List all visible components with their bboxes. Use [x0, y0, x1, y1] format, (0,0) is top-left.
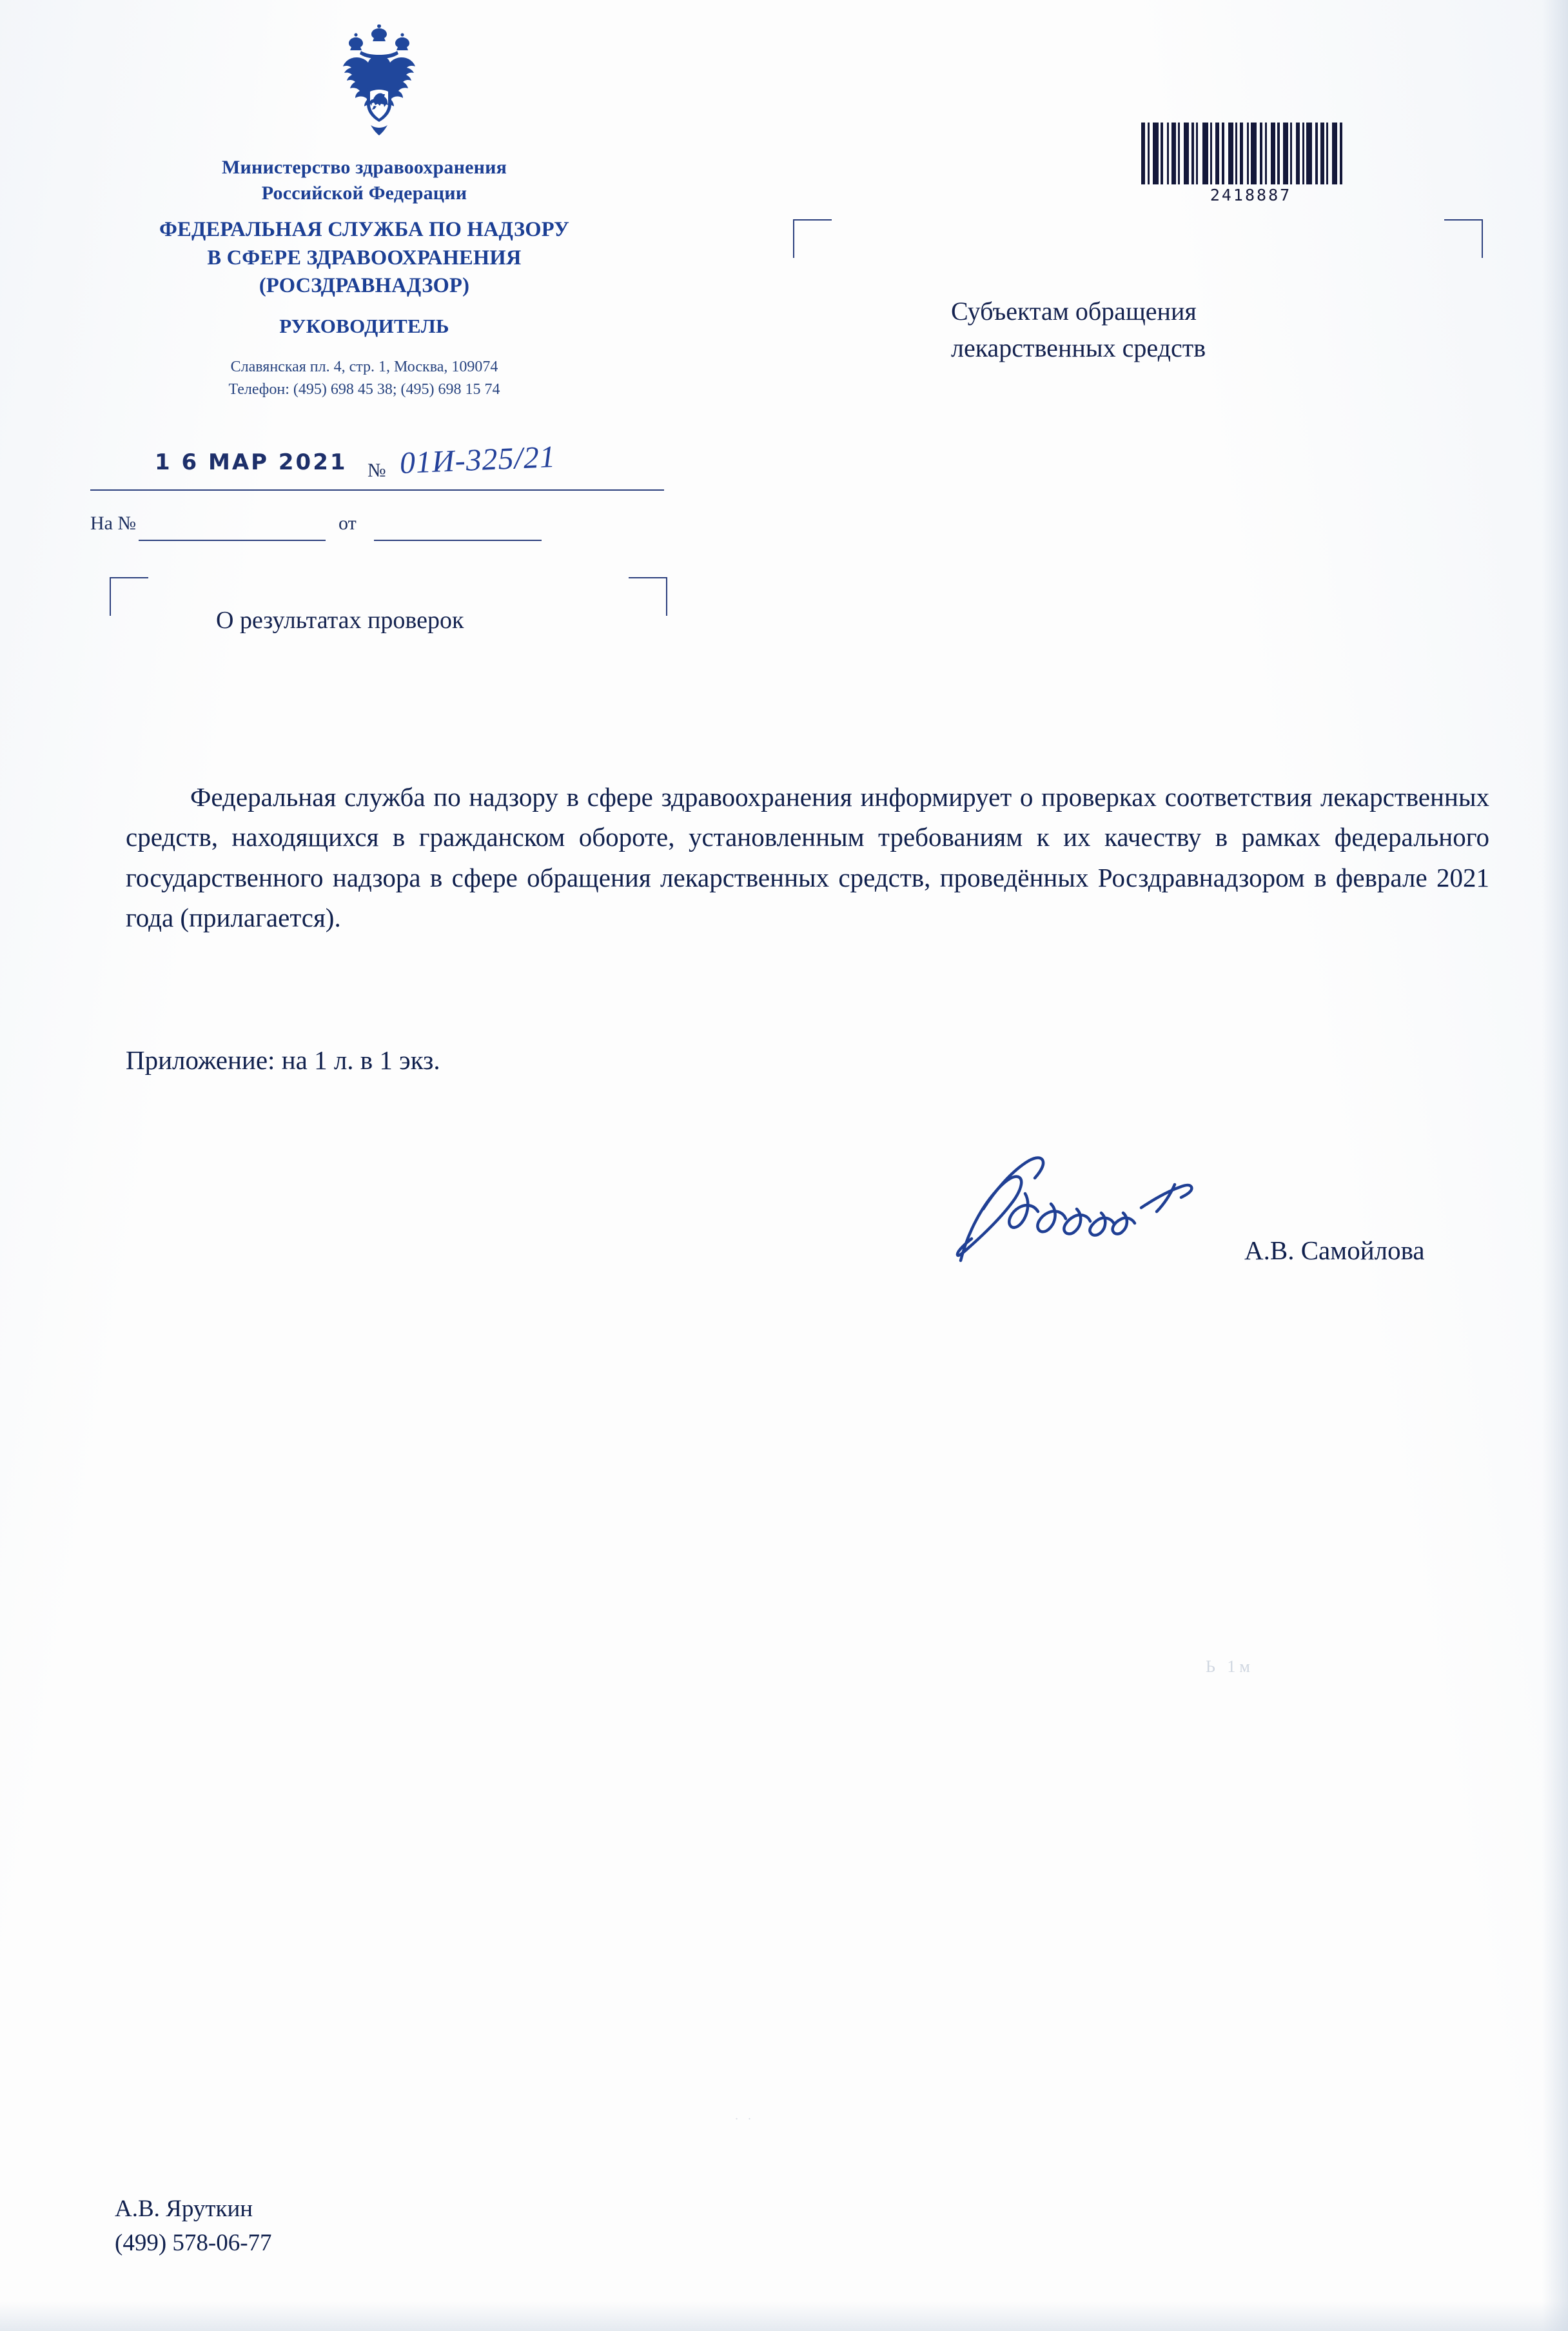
registration-number-value: 01И-325/21 [398, 439, 556, 480]
service-line-2: В СФЕРЕ ЗДРАВООХРАНЕНИЯ [207, 246, 522, 270]
addressee-line-2: лекарственных средств [951, 333, 1206, 362]
reply-reference-row [90, 513, 671, 545]
barcode-number: 2418887 [1210, 186, 1292, 204]
letterhead [77, 155, 651, 400]
executor-phone: (499) 578-06-77 [115, 2229, 272, 2256]
russian-coat-of-arms-icon [328, 25, 431, 147]
bracket-subject-top-right [629, 577, 667, 616]
faint-artifact-mark: Ь 1м [1206, 1657, 1254, 1676]
service-line-1: ФЕДЕРАЛЬНАЯ СЛУЖБА ПО НАДЗОРУ [159, 218, 570, 242]
bracket-addressee-top-right [1444, 219, 1483, 258]
reply-number-underline [139, 540, 326, 541]
bracket-addressee-top-left [793, 219, 832, 258]
addressee-block [951, 293, 1441, 367]
addressee-line-1: Субъектам обращения [951, 297, 1197, 326]
ministry-line-2: Российской Федерации [261, 182, 467, 204]
registration-number-label: № [368, 460, 386, 481]
office-address: Славянская пл. 4, стр. 1, Москва, 109074 [230, 358, 498, 375]
barcode-bars [1141, 123, 1360, 184]
registration-rule [90, 489, 664, 491]
reply-date-label: от [338, 513, 357, 534]
bracket-subject-top-left [110, 577, 148, 616]
office-phone: Телефон: (495) 698 45 38; (495) 698 15 74 [228, 380, 500, 398]
handwritten-signature-icon [948, 1132, 1238, 1274]
faint-artifact-mark-2: . . [735, 2109, 754, 2123]
body-text [126, 777, 1489, 938]
service-line-3: (РОСЗДРАВНАДЗОР) [259, 274, 470, 298]
ministry-line-1: Министерство здравоохранения [221, 157, 507, 178]
barcode [1141, 123, 1360, 206]
document-subject: О результатах проверок [216, 607, 464, 634]
attachment-note: Приложение: на 1 л. в 1 экз. [126, 1045, 440, 1075]
scan-edge-shadow-bottom [0, 2301, 1568, 2331]
registration-row [90, 439, 671, 493]
registration-date-stamp: 1 6 МАР 2021 [155, 449, 348, 475]
body-paragraph-1: Федеральная служба по надзору в сфере здравоохранения информирует о проверках соответствия лекарственных средств, находящихся в гражданском обороте, установленным требованиям к их качеству в рамках федерального государственного надзора в сфере обращения лекарственных средств, проведённых Росздравнадзором в феврале 2021 года (прилагается). [126, 782, 1489, 932]
executor-name: А.В. Яруткин [115, 2196, 253, 2222]
reply-number-label: На № [90, 513, 137, 534]
executor-block [115, 2192, 272, 2260]
signer-name: А.В. Самойлова [1244, 1235, 1425, 1265]
scan-edge-shadow-right [1542, 0, 1568, 2331]
reply-date-underline [374, 540, 542, 541]
post-title: РУКОВОДИТЕЛЬ [279, 314, 449, 337]
